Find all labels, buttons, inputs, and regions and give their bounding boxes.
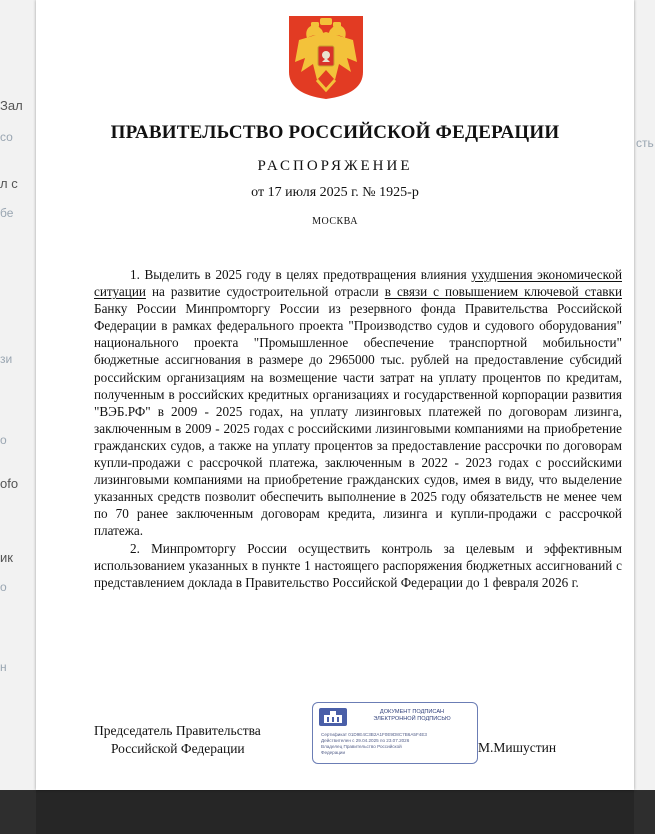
document-page [36,0,634,790]
paragraph-1-text: на развитие судостроительной отрасли [145,284,385,300]
electronic-signature-stamp [312,702,478,764]
document-body [94,266,622,591]
paragraph-1-text: Банку России Минпромторгу России из резервного фонда Правительства Российской Федерации в рамках федерального проекта "Производство судов и судового оборудования" национального проекта "Промышленное обеспечение транспортной мобильности" бюджетные ассигнования в размере до 2965000 тыс. рублей на предоставление субсидий российским организациям на возмещение части затрат на уплату процентов по кредитам, полученным в российских кредитных организациях и государственной корпорации развития "ВЭБ.РФ" в 2009 - 2025 годах, на уплату лизинговых платежей по договорам лизинга, заключенным в 2009 - 2025 годах с российскими лизинговыми компаниями на приобретение гражданских судов, а также на уплату процентов за предоставление рассрочки по договорам купли-продажи с рассрочкой платежа, заключенным в 2022 - 2023 годах с российскими лизинговыми компаниями на приобретение гражданских судов, имея в виду, что выделение указанных средств позволит обеспечить выполнение в 2025 году обязательств не менее чем по 70 ранее заключенным договорам кредита, лизинга и купли-продажи с рассрочкой платежа. [94,301,622,539]
underlined-phrase: в связи с повышением ключевой ставки [384,284,622,300]
underlined-phrase: ухудшения экономической ситуации [94,267,622,300]
document-type-heading: РАСПОРЯЖЕНИЕ [257,158,413,174]
background-text-fragment: о [0,433,7,447]
paragraph-2: 2. Минпромторгу России осуществить контроль за целевым и эффективным использованием указанных в пункте 1 настоящего распоряжения бюджетных ассигнований с представлением доклада в Правительство Российской Федерации до 1 февраля 2026 г. [94,540,622,590]
paragraph-1 [94,266,622,540]
signatory-title [94,722,304,758]
paragraph-1-text: 1. Выделить в 2025 году в целях предотвращения влияния [130,267,472,282]
stamp-validity: Действителен с 29.04.2025 по 23.07.2026 [321,738,410,743]
background-text-fragment: бе [0,206,14,220]
signatory-title-line-1: Председатель Правительства [94,723,261,738]
viewer-bottom-bar [0,790,655,834]
background-text-fragment: л с [0,176,18,191]
background-text-fragment: Зал [0,98,23,113]
stamp-certificate: Сертификат 01D9E4C3B2A1F0E9D8C7B6A5F4E3 [321,732,427,737]
background-text-fragment: o [0,580,7,594]
stamp-title [353,709,471,722]
document-date-number: от 17 июля 2025 г. № 1925-р [251,185,419,200]
government-building-icon [319,708,347,726]
stamp-header [319,708,469,728]
viewer-bottom-bar-shade [36,790,634,834]
background-text-fragment: зи [0,352,13,366]
stamp-title-line-2: ЭЛЕКТРОННОЙ ПОДПИСЬЮ [373,715,451,722]
government-title: ПРАВИТЕЛЬСТВО РОССИЙСКОЙ ФЕДЕРАЦИИ [110,122,560,143]
background-text-fragment: сть [636,136,654,150]
background-text-fragment: со [0,130,13,144]
signatory-title-line-2: Российской Федерации [111,741,245,756]
stamp-title-line-1: ДОКУМЕНТ ПОДПИСАН [379,709,445,715]
stamp-owner: Владелец Правительство Российской [321,744,402,749]
stamp-owner-cont: Федерации [321,750,346,755]
russian-coat-of-arms-icon [287,14,365,100]
document-city: МОСКВА [312,216,358,227]
signatory-name: М.Мишустин [478,740,557,755]
background-text-fragment: ик [0,550,13,565]
background-text-fragment: н [0,660,7,674]
background-text-fragment: ofo [0,476,19,491]
